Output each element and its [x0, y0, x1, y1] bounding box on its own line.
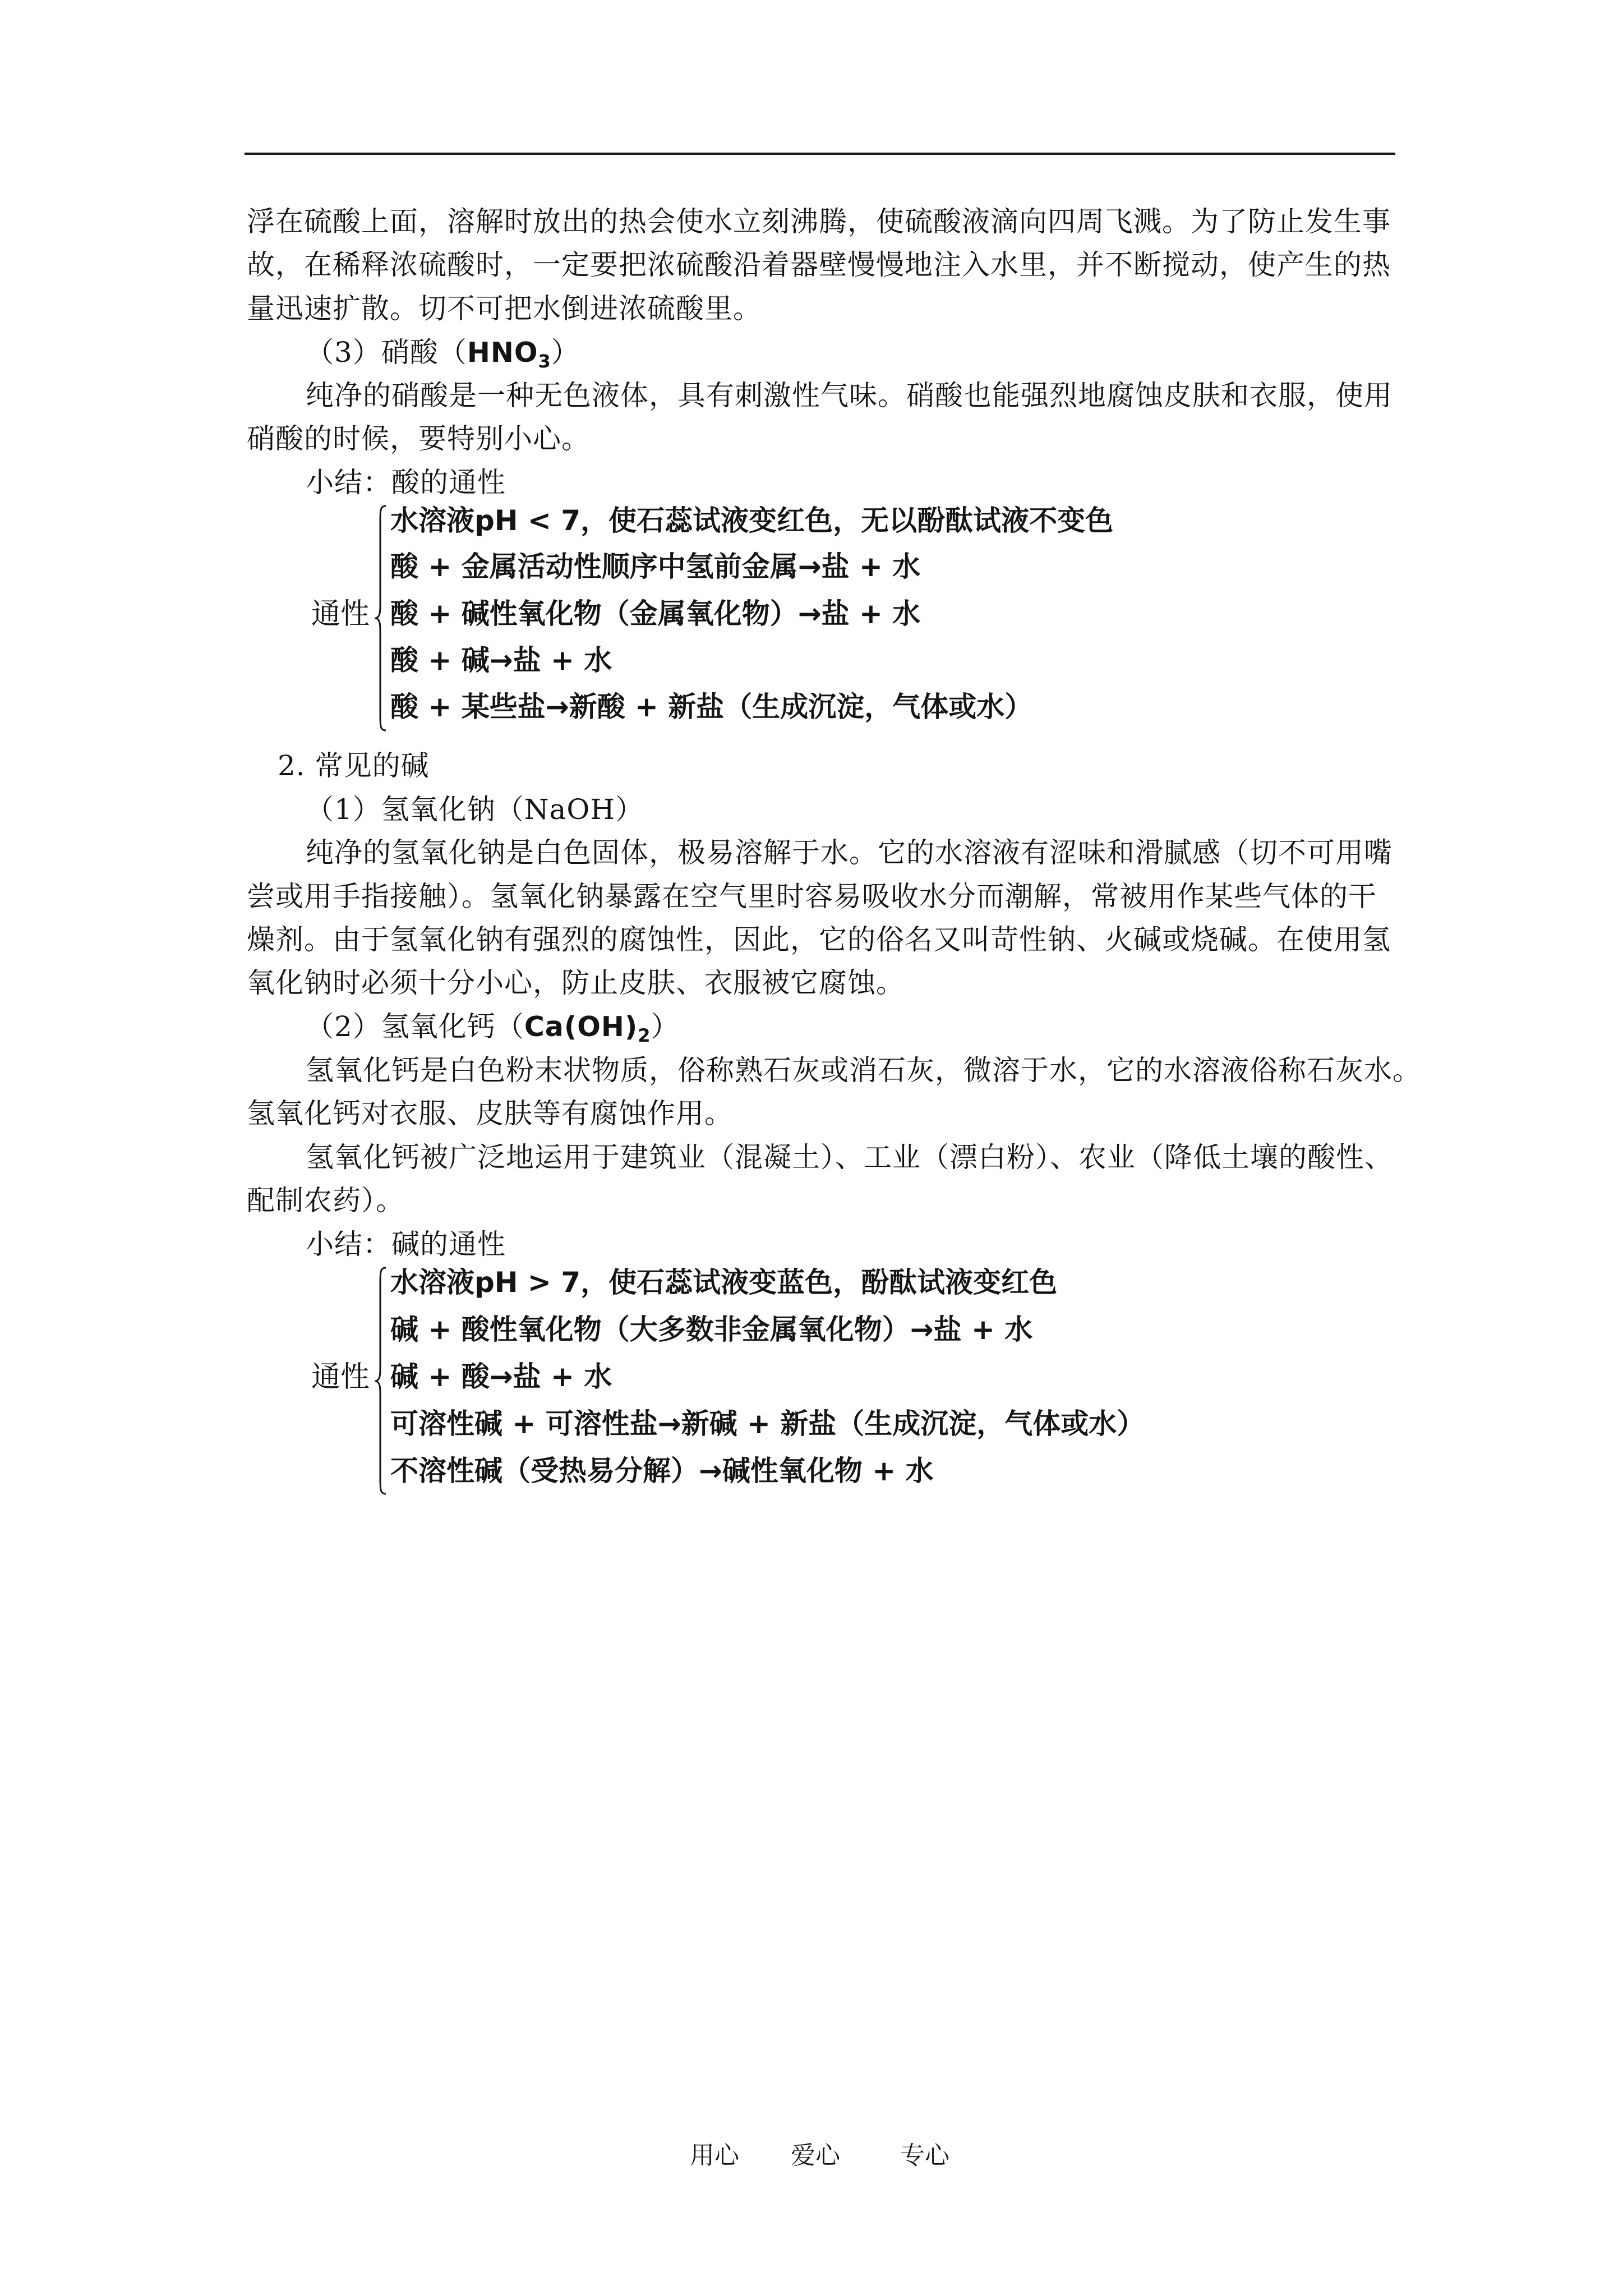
acid-property-item: 酸 + 碱→盐 + 水: [390, 644, 612, 677]
acid-summary-title: 小结：酸的通性: [306, 466, 506, 499]
hno3-heading: [306, 335, 580, 378]
paragraph-line: 氧化钠时必须十分小心，防止皮肤、衣服被它腐蚀。: [247, 967, 905, 999]
acid-property-item: 酸 + 碱性氧化物（金属氧化物）→盐 + 水: [390, 597, 921, 630]
paragraph-line: 燥剂。由于氢氧化钠有强烈的腐蚀性，因此，它的俗名又叫苛性钠、火碱或烧碱。在使用氢: [247, 923, 1391, 956]
base-summary-title: 小结：碱的通性: [306, 1228, 506, 1260]
acid-brace-icon: [375, 505, 387, 732]
base-property-item: 不溶性碱（受热易分解）→碱性氧化物 + 水: [390, 1455, 934, 1487]
heading-suffix: ）: [551, 336, 580, 369]
base-properties-label: 通性: [311, 1360, 370, 1394]
base-property-item: 碱 + 酸性氧化物（大多数非金属氧化物）→盐 + 水: [390, 1313, 1033, 1346]
base-property-item: 可溶性碱 + 可溶性盐→新碱 + 新盐（生成沉淀，气体或水）: [390, 1407, 1145, 1440]
formula-subscript: 3: [538, 351, 551, 372]
formula-subscript: 2: [638, 1025, 651, 1046]
heading-prefix: （3）硝酸（: [306, 336, 467, 369]
heading-prefix: （2）氢氧化钙（: [306, 1010, 524, 1043]
acid-property-item: 酸 + 某些盐→新酸 + 新盐（生成沉淀，气体或水）: [390, 691, 1033, 723]
base-property-item: 水溶液pH > 7，使石蕊试液变蓝色，酚酞试液变红色: [390, 1266, 1058, 1299]
paragraph-line: 纯净的硝酸是一种无色液体，具有刺激性气味。硝酸也能强烈地腐蚀皮肤和衣服，使用: [306, 379, 1393, 412]
base-brace-icon: [375, 1267, 387, 1496]
base-property-item: 碱 + 酸→盐 + 水: [390, 1360, 612, 1393]
header-rule: [245, 153, 1395, 155]
heading-suffix: ）: [651, 1010, 680, 1043]
footer-word: 专心: [900, 2141, 949, 2170]
paragraph-line: 氢氧化钙被广泛地运用于建筑业（混凝土）、工业（漂白粉）、农业（降低土壤的酸性、: [306, 1141, 1393, 1174]
paragraph-line: 硝酸的时候，要特别小心。: [247, 422, 590, 455]
caoh-formula: Ca(OH): [524, 1011, 638, 1043]
caoh-heading: [306, 1010, 680, 1052]
paragraph-line: 氢氧化钙是白色粉末状物质，俗称熟石灰或消石灰，微溶于水，它的水溶液俗称石灰水。: [306, 1054, 1421, 1087]
hno3-formula: HNO: [467, 337, 538, 369]
paragraph-line: 浮在硫酸上面，溶解时放出的热会使水立刻沸腾，使硫酸液滴向四周飞溅。为了防止发生事: [247, 205, 1391, 238]
acid-properties-label: 通性: [311, 597, 370, 631]
paragraph-line: 量迅速扩散。切不可把水倒进浓硫酸里。: [247, 292, 762, 325]
section-heading: 2. 常见的碱: [278, 749, 430, 782]
acid-property-item: 水溶液pH < 7，使石蕊试液变红色，无以酚酞试液不变色: [390, 504, 1114, 537]
paragraph-line: 纯净的氢氧化钠是白色固体，极易溶解于水。它的水溶液有涩味和滑腻感（切不可用嘴: [306, 836, 1393, 869]
paragraph-line: 尝或用手指接触）。氢氧化钠暴露在空气里时容易吸收水分而潮解，常被用作某些气体的干: [247, 880, 1377, 913]
paragraph-line: 故，在稀释浓硫酸时，一定要把浓硫酸沿着器壁慢慢地注入水里，并不断搅动，使产生的热: [247, 249, 1391, 281]
naoh-heading: （1）氢氧化钠（NaOH）: [306, 793, 644, 826]
paragraph-line: 氢氧化钙对衣服、皮肤等有腐蚀作用。: [247, 1097, 733, 1130]
footer-word: 爱心: [791, 2141, 840, 2170]
paragraph-line: 配制农药）。: [247, 1184, 404, 1217]
acid-property-item: 酸 + 金属活动性顺序中氢前金属→盐 + 水: [390, 550, 921, 583]
footer-word: 用心: [690, 2141, 739, 2170]
